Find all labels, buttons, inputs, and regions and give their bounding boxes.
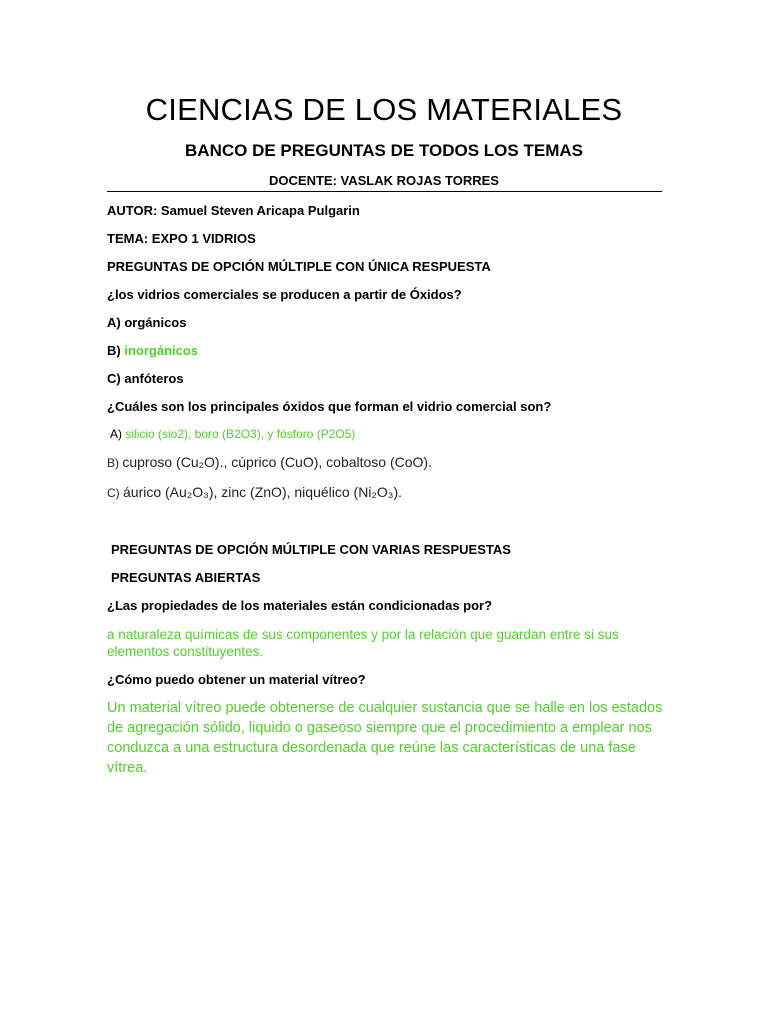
option-label: C) xyxy=(107,486,123,500)
autor-line: AUTOR: Samuel Steven Aricapa Pulgarin xyxy=(107,203,360,218)
option-text: anfóteros xyxy=(124,371,184,386)
option-label: A) xyxy=(110,427,126,441)
q1-option-c xyxy=(107,371,184,386)
option-label: B) xyxy=(107,456,123,470)
docente-line: DOCENTE: VASLAK ROJAS TORRES xyxy=(269,173,499,188)
option-text: áurico (Au₂O₃), zinc (ZnO), niquélico (Ni₂O₃). xyxy=(123,484,403,500)
q2-option-a xyxy=(108,427,355,441)
option-text: cuproso (Cu₂O)., cúprico (CuO), cobaltoso (CoO). xyxy=(122,454,432,470)
section-heading-varias: PREGUNTAS DE OPCIÓN MÚLTIPLE CON VARIAS RESPUESTAS xyxy=(111,542,511,557)
open-question-1: ¿Las propiedades de los materiales están condicionadas por? xyxy=(107,598,493,613)
option-text: orgánicos xyxy=(124,315,187,330)
q2-option-b xyxy=(107,454,432,470)
option-text-correct: inorgánicos xyxy=(124,343,199,358)
q1-option-a xyxy=(107,315,186,330)
question-2: ¿Cuáles son los principales óxidos que forman el vidrio comercial son? xyxy=(107,399,552,414)
q1-option-b xyxy=(107,343,198,358)
tema-line: TEMA: EXPO 1 VIDRIOS xyxy=(107,231,256,246)
section-heading-abiertas: PREGUNTAS ABIERTAS xyxy=(111,570,261,585)
option-label: A) xyxy=(107,315,125,330)
open-answer-1: a naturaleza químicas de sus componentes y por la relación que guardan entre si sus elementos constituyentes. xyxy=(107,627,619,659)
option-label: B) xyxy=(107,343,125,358)
question-1: ¿los vidrios comerciales se producen a partir de Óxidos? xyxy=(107,287,462,302)
section-heading-unica: PREGUNTAS DE OPCIÓN MÚLTIPLE CON ÚNICA RESPUESTA xyxy=(107,259,491,274)
open-answer-2: Un material vítreo puede obtenerse de cualquier sustancia que se halle en los estados de agregación sólido, liquido o gaseoso siempre que el procedimiento a emplear nos conduzca a una estructura desordenada que reúne las características de una fase vítrea. xyxy=(107,700,663,776)
document-title: CIENCIAS DE LOS MATERIALES xyxy=(145,92,623,127)
q2-option-c xyxy=(107,484,402,500)
header-divider xyxy=(107,191,662,192)
option-label: C) xyxy=(107,371,125,386)
option-text-correct: silicio (sio2), boro (B2O3), y fósforo (P2O5) xyxy=(125,427,356,441)
document-subtitle: BANCO DE PREGUNTAS DE TODOS LOS TEMAS xyxy=(185,141,583,160)
open-question-2: ¿Cómo puedo obtener un material vítreo? xyxy=(107,672,366,687)
